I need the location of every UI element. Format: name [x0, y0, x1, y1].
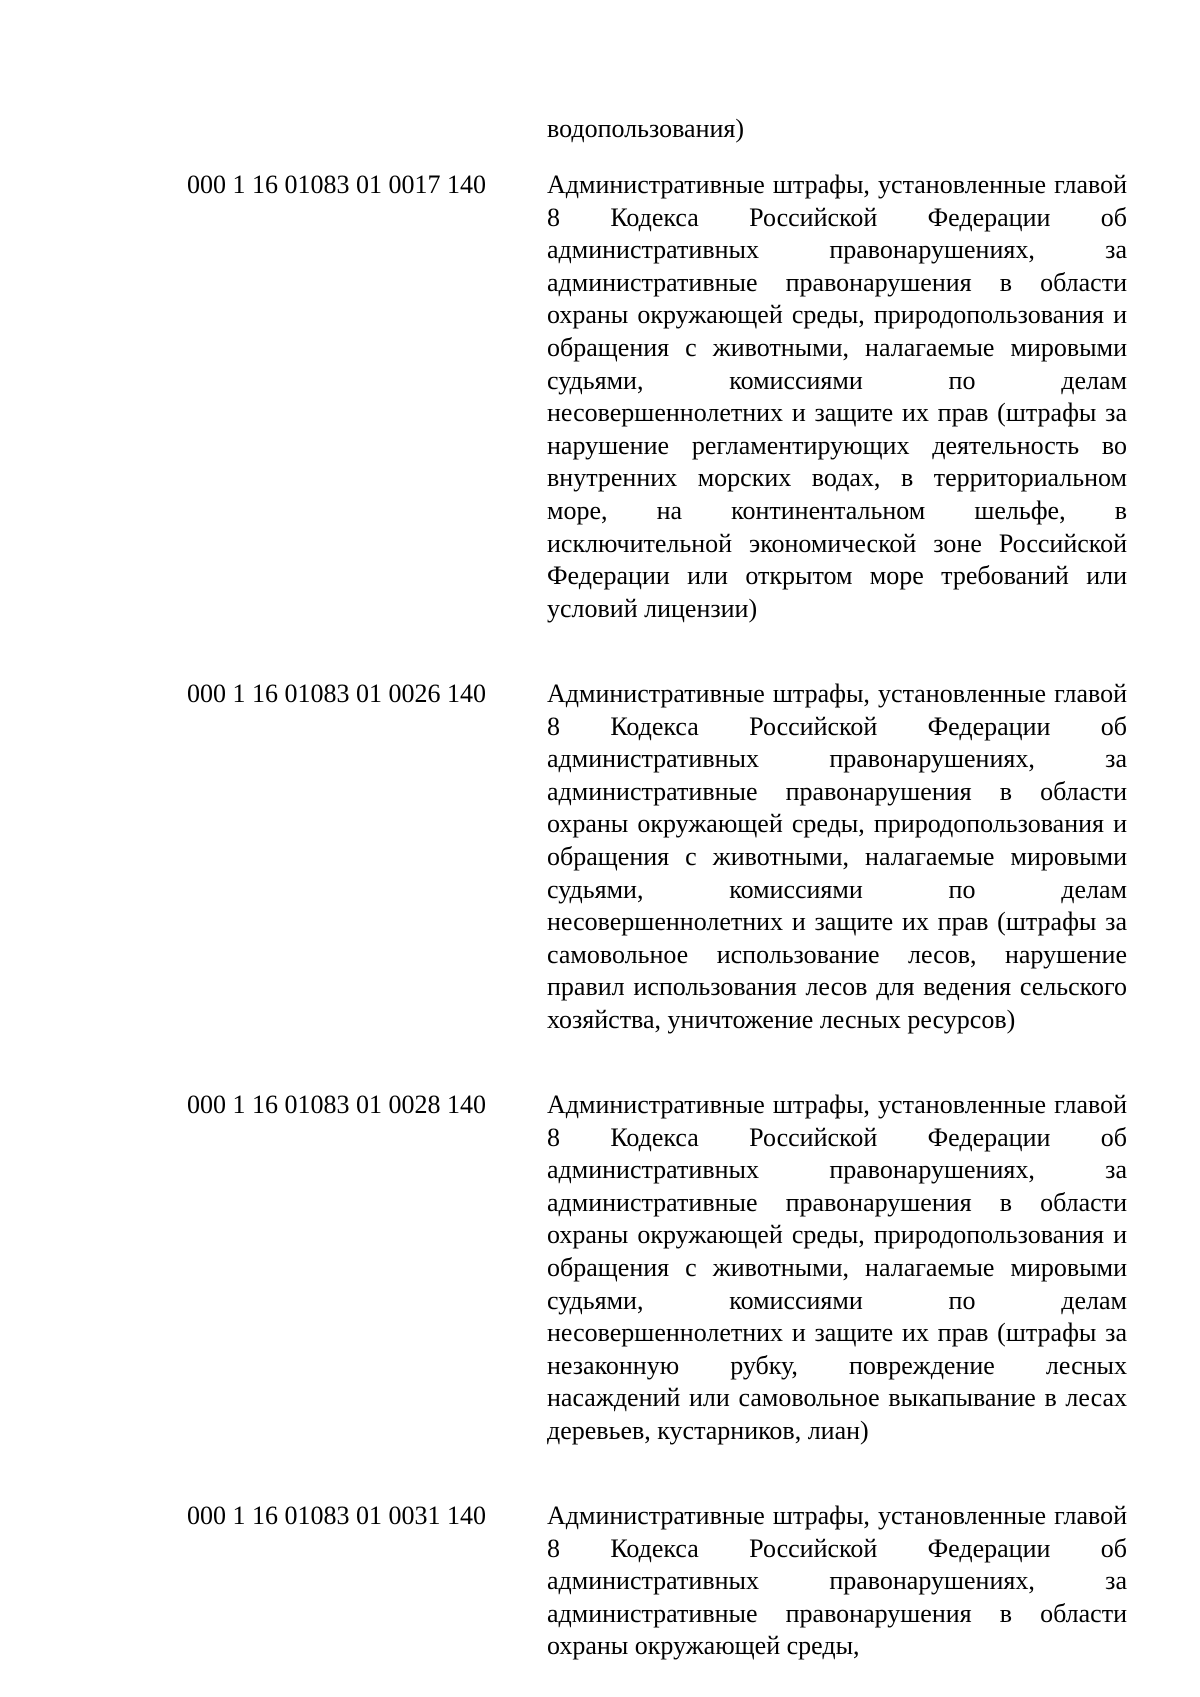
budget-description: Административные штрафы, установленные главой 8 Кодекса Российской Федерации об административных правонарушениях, за административные правонарушения в области охраны окружающей среды, природопользования и обращения с животными, налагаемые мировыми судьями, комиссиями по делам несовершеннолетних и защите их прав (штрафы за самовольное использование лесов, нарушение правил использования лесов для ведения сельского хозяйства, уничтожение лесных ресурсов): [547, 679, 1127, 1034]
budget-description: Административные штрафы, установленные главой 8 Кодекса Российской Федерации об административных правонарушениях, за административные правонарушения в области охраны окружающей среды, природопользования и обращения с животными, налагаемые мировыми судьями, комиссиями по делам несовершеннолетних и защите их прав (штрафы за незаконную рубку, повреждение лесных насаждений или самовольное выкапывание в лесах деревьев, кустарников, лиан): [547, 1090, 1127, 1445]
budget-code: 000 1 16 01083 01 0028 140: [187, 1090, 486, 1119]
continuation-text: водопользования): [547, 114, 745, 143]
budget-code: 000 1 16 01083 01 0026 140: [187, 679, 486, 708]
budget-code: 000 1 16 01083 01 0031 140: [187, 1501, 486, 1530]
budget-code: 000 1 16 01083 01 0017 140: [187, 170, 486, 199]
budget-description: Административные штрафы, установленные главой 8 Кодекса Российской Федерации об административных правонарушениях, за административные правонарушения в области охраны окружающей среды,: [547, 1501, 1127, 1661]
budget-description: Административные штрафы, установленные главой 8 Кодекса Российской Федерации об административных правонарушениях, за административные правонарушения в области охраны окружающей среды, природопользования и обращения с животными, налагаемые мировыми судьями, комиссиями по делам несовершеннолетних и защите их прав (штрафы за нарушение регламентирующих деятельность во внутренних морских водах, в территориальном море, на континентальном шельфе, в исключительной экономической зоне Российской Федерации или открытом море требований или условий лицензии): [547, 170, 1127, 623]
